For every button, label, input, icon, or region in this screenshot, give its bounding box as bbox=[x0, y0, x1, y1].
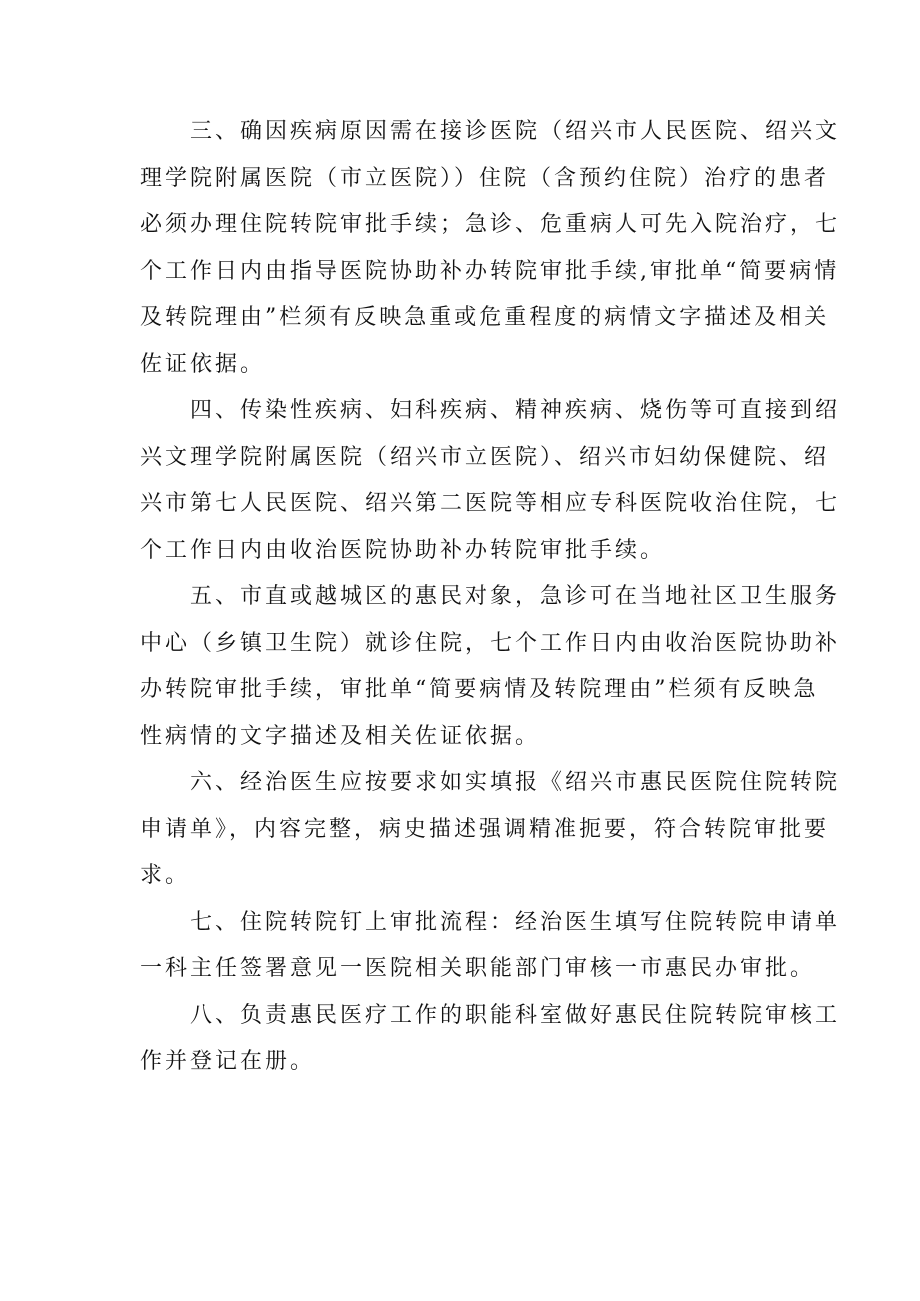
paragraph-line: 一科主任签署意见一医院相关职能部门审核一市惠民办审批。 bbox=[140, 956, 816, 981]
paragraph-line: 办转院审批手续，审批单“简要病情及转院理由”栏须有反映急 bbox=[140, 677, 819, 702]
paragraph-line: 四、传染性疾病、妇科疾病、精神疾病、烧伤等可直接到绍 bbox=[190, 398, 841, 423]
paragraph-line: 个工作日内由收治医院协助补办转院审批手续。 bbox=[140, 537, 666, 563]
paragraph-8 bbox=[140, 993, 841, 1086]
paragraph-line: 三、确因疾病原因需在接诊医院（绍兴市人民医院、绍兴文 bbox=[190, 119, 841, 144]
paragraph-line: 必须办理住院转院审批手续；急诊、危重病人可先入院治疗，七 bbox=[140, 212, 841, 237]
paragraph-line: 六、经治医生应按要求如实填报《绍兴市惠民医院住院转院 bbox=[190, 770, 841, 795]
paragraph-line: 申请单》，内容完整，病史描述强调精准扼要，符合转院审批要 bbox=[140, 816, 830, 842]
paragraph-line: 兴市第七人民医院、绍兴第二医院等相应专科医院收治住院，七 bbox=[140, 491, 841, 516]
paragraph-line: 个工作日内由指导医院协助补办转院审批手续,审批单“简要病情 bbox=[140, 258, 840, 284]
paragraph-line: 及转院理由”栏须有反映急重或危重程度的病情文字描述及相关 bbox=[140, 305, 830, 330]
paragraph-line: 兴文理学院附属医院（绍兴市立医院）、绍兴市妇幼保健院、绍 bbox=[140, 444, 830, 470]
document-body bbox=[140, 109, 841, 1086]
paragraph-line: 性病情的文字描述及相关佐证依据。 bbox=[140, 723, 541, 749]
paragraph-line: 五、市直或越城区的惠民对象，急诊可在当地社区卫生服务 bbox=[190, 584, 841, 609]
paragraph-line: 中心（乡镇卫生院）就诊住院，七个工作日内由收治医院协助补 bbox=[140, 630, 841, 656]
paragraph-line: 佐证依据。 bbox=[140, 351, 266, 377]
paragraph-line: 理学院附属医院（市立医院））住院（含预约住院）治疗的患者 bbox=[140, 165, 830, 191]
paragraph-line: 作并登记在册。 bbox=[140, 1049, 316, 1074]
paragraph-4 bbox=[140, 388, 841, 574]
paragraph-5 bbox=[140, 574, 841, 760]
paragraph-line: 七、住院转院钉上审批流程：经治医生填写住院转院申请单 bbox=[190, 909, 841, 935]
paragraph-3 bbox=[140, 109, 841, 388]
paragraph-7 bbox=[140, 900, 841, 993]
paragraph-line: 求。 bbox=[140, 863, 191, 888]
paragraph-6 bbox=[140, 760, 841, 900]
paragraph-line: 八、负责惠民医疗工作的职能科室做好惠民住院转院审核工 bbox=[190, 1002, 841, 1028]
